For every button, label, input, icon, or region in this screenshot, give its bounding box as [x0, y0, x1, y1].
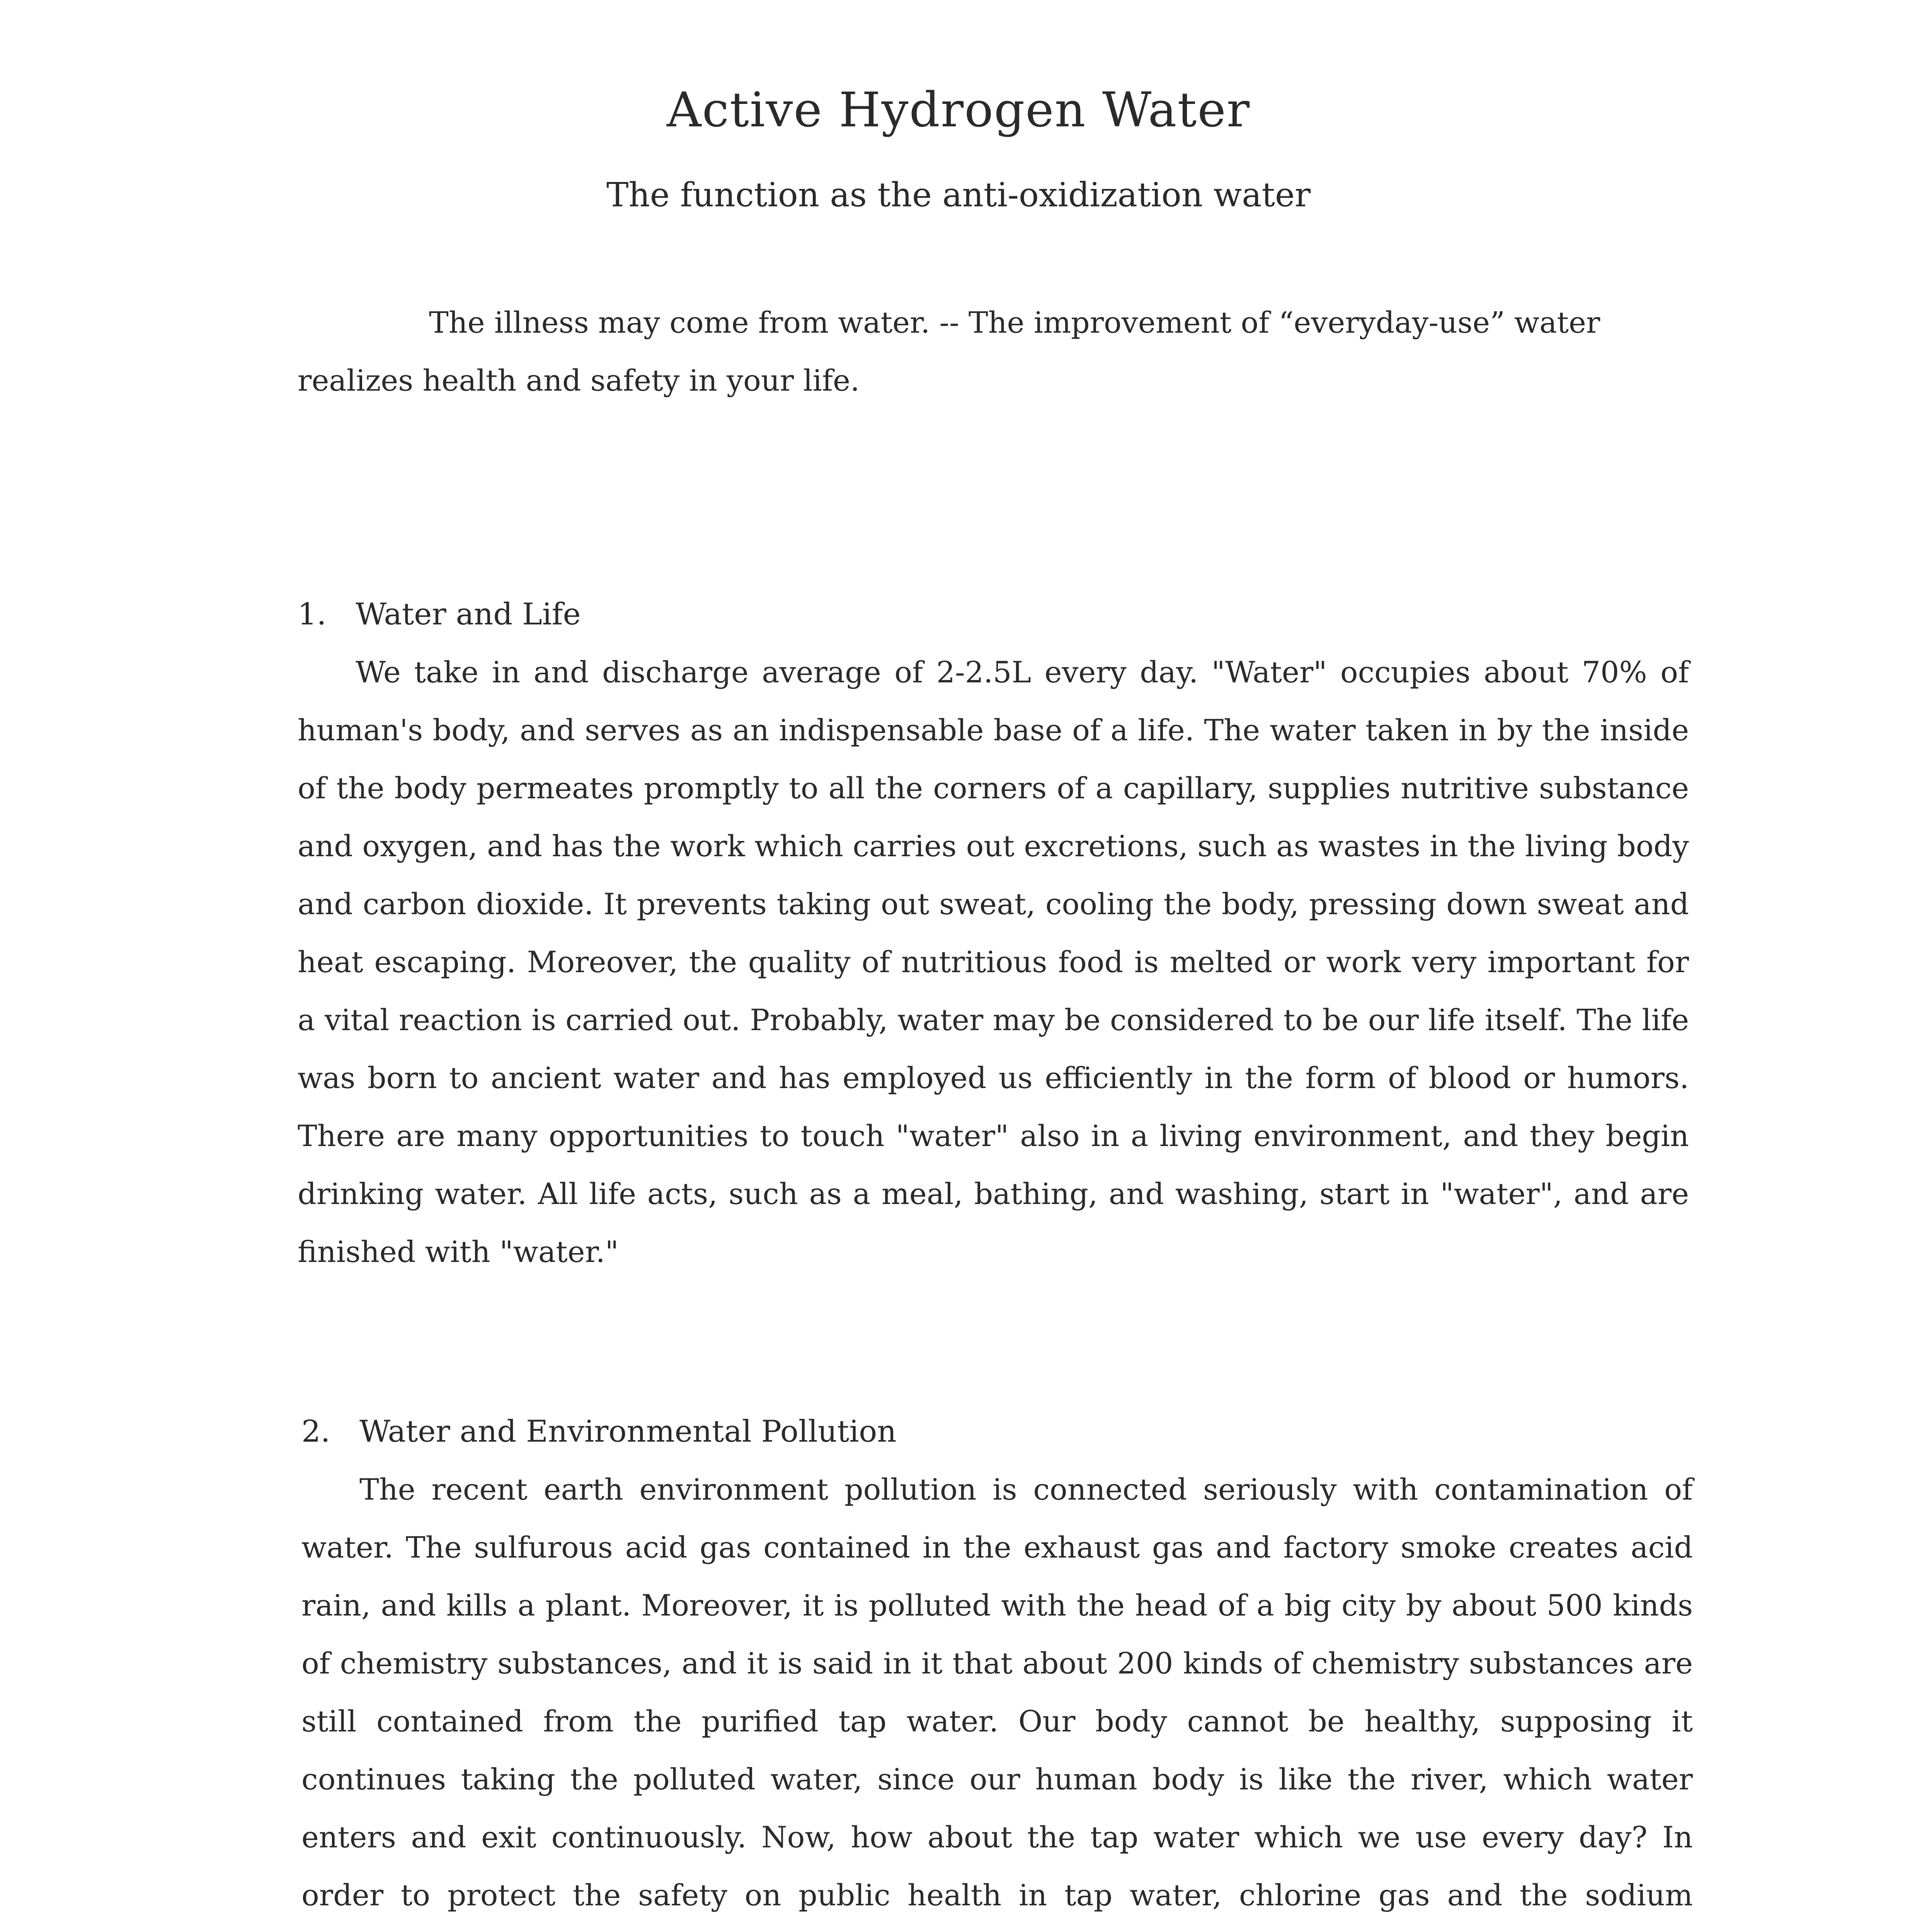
section-heading [298, 585, 1689, 643]
section-number: 2. [301, 1414, 330, 1449]
section-heading-text: Water and Environmental Pollution [359, 1414, 897, 1449]
section-body: The recent earth environment pollution is connected seriously with contamination of water. The sulfurous acid gas contained in the exhaust gas and factory smoke creates acid rain, and kills a plant. Moreover, it is polluted with the head of a big city by about 500 kinds of chemistry substances, and it is said in it that about 200 kinds of chemistry substances are still contained from the purified tap water. Our body cannot be healthy, supposing it continues taking the polluted water, since our human body is like the river, which water enters and exit continuously. Now, how about the tap water which we use every day? In order to protect the safety on public health in tap water, chlorine gas and the sodium [301, 1472, 1693, 1912]
intro-paragraph: The illness may come from water. -- The improvement of “everyday-use” water realizes health and safety in your life. [298, 305, 1600, 398]
document-title: Active Hydrogen Water [667, 82, 1250, 138]
section-water-and-environmental-pollution [301, 1403, 1693, 1932]
section-water-and-life [298, 585, 1689, 1281]
section-number: 1. [298, 597, 327, 632]
section-heading-text: Water and Life [356, 597, 581, 632]
section-heading [301, 1403, 1693, 1461]
document-subtitle: The function as the anti-oxidization water [606, 176, 1311, 214]
section-body: We take in and discharge average of 2-2.5L every day. "Water" occupies about 70% of human's body, and serves as an indispensable base of a life. The water taken in by the inside of the body permeates promptly to all the corners of a capillary, supplies nutritive substance and oxygen, and has the work which carries out excretions, such as wastes in the living body and carbon dioxide. It prevents taking out sweat, cooling the body, pressing down sweat and heat escaping. Moreover, the quality of nutritious food is melted or work very important for a vital reaction is carried out. Probably, water may be considered to be our life itself. The life was born to ancient water and has employed us efficiently in the form of blood or humors. There are many opportunities to touch "water" also in a living environment, and they begin drinking water. All life acts, such as a meal, bathing, and washing, start in "water", and are finished with "water." [298, 655, 1689, 1269]
